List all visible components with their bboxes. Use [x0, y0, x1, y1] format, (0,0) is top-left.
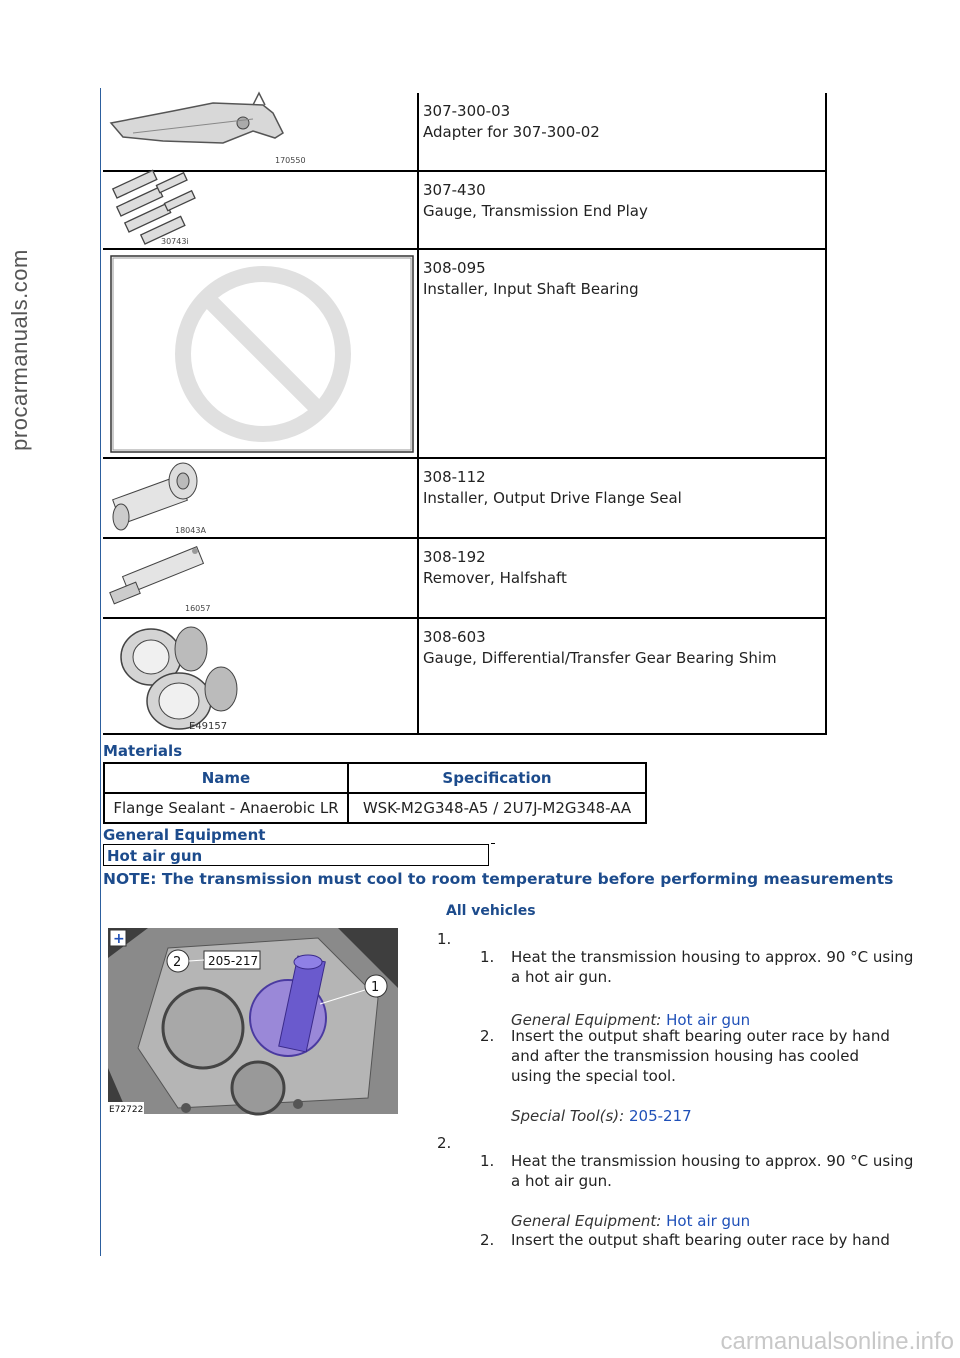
substep-line: Heat the transmission housing to approx. 90 °C using [511, 1152, 914, 1170]
tool-description [418, 618, 826, 734]
tool-name: Gauge, Differential/Transfer Gear Bearing Shim [423, 649, 777, 667]
tool-code: 308-112 [423, 468, 486, 486]
materials-table [103, 762, 647, 824]
side-watermark: procarmanuals.com [7, 249, 32, 451]
special-tools-table [103, 93, 827, 735]
tool-description [418, 171, 826, 249]
substep-line: and after the transmission housing has cooled [511, 1047, 859, 1065]
materials-heading: Materials [103, 742, 183, 760]
tool-row [103, 458, 826, 538]
material-specification: WSK-M2G348-A5 / 2U7J-M2G348-AA [348, 793, 646, 823]
column-header-name: Name [104, 763, 348, 793]
footer-watermark: carmanualsonline.info [720, 1328, 954, 1355]
procedure-photo [108, 928, 398, 1114]
section-heading: All vehicles [446, 903, 536, 919]
substep-number: 2. [480, 1027, 495, 1045]
tool-code: 308-603 [423, 628, 486, 646]
tool-image-cell [103, 93, 418, 171]
material-name: Flange Sealant - Anaerobic LR [104, 793, 348, 823]
tool-name: Adapter for 307-300-02 [423, 123, 600, 141]
callout-2: 2 [173, 955, 182, 970]
tool-row [103, 171, 826, 249]
special-tool-link[interactable]: 205-217 [629, 1107, 692, 1125]
substep-line: a hot air gun. [511, 1172, 612, 1190]
step-number: 2. [437, 1134, 452, 1152]
list-item [480, 1151, 914, 1191]
substep-line: Heat the transmission housing to approx. 90 °C using [511, 948, 914, 966]
substep-number: 1. [480, 1152, 495, 1170]
substep-line: using the special tool. [511, 1067, 676, 1085]
hot-air-gun-link[interactable]: Hot air gun [666, 1212, 751, 1230]
tool-image-cell [103, 538, 418, 618]
tool-code: 307-300-03 [423, 102, 511, 120]
materials-header-row [104, 763, 646, 793]
tool-description [418, 538, 826, 618]
tool-row [103, 249, 826, 458]
figure-label: E72722 [109, 1105, 144, 1115]
column-header-specification: Specification [348, 763, 646, 793]
figure-label: E49157 [189, 721, 228, 732]
general-equipment-heading: General Equipment [103, 826, 266, 844]
bearing-shim-gauge-illustration [103, 619, 417, 733]
installer-tool-illustration [103, 459, 417, 537]
substep-line: a hot air gun. [511, 968, 612, 986]
tool-name: Gauge, Transmission End Play [423, 202, 648, 220]
special-tool-reference [511, 1107, 692, 1125]
adapter-tool-illustration [103, 93, 417, 170]
remover-tool-illustration [103, 539, 417, 617]
substep-line: Insert the output shaft bearing outer race by hand [511, 1231, 890, 1249]
svg-text:+: + [113, 931, 125, 947]
callout-1: 1 [371, 980, 380, 995]
list-item [480, 947, 914, 987]
tool-description [418, 458, 826, 538]
substep-number: 2. [480, 1231, 495, 1249]
figure-label: 18043A [175, 526, 206, 535]
image-unavailable-placeholder [103, 250, 417, 457]
equipment-box-edge [491, 843, 495, 844]
gauge-set-illustration [103, 172, 417, 248]
tool-image-cell [103, 249, 418, 458]
tool-row [103, 618, 826, 734]
tool-row [103, 538, 826, 618]
tool-name: Installer, Output Drive Flange Seal [423, 489, 682, 507]
equipment-reference [511, 1212, 750, 1230]
reference-label: General Equipment: [511, 1212, 662, 1230]
note-text: NOTE: The transmission must cool to room temperature before performing measurements [103, 870, 894, 888]
tool-image-cell [103, 618, 418, 734]
table-row [104, 793, 646, 823]
equipment-item: Hot air gun [103, 844, 489, 866]
tool-image-cell [103, 171, 418, 249]
tool-description [418, 93, 826, 171]
substep-number: 1. [480, 948, 495, 966]
tool-code: 308-192 [423, 548, 486, 566]
figure-label: 16057 [185, 604, 211, 613]
page-left-rule [100, 88, 101, 1256]
figure-label: 170550 [275, 156, 306, 165]
tool-row [103, 93, 826, 171]
tool-image-cell [103, 458, 418, 538]
callout-tool-ref: 205-217 [208, 954, 259, 968]
tool-name: Installer, Input Shaft Bearing [423, 280, 639, 298]
reference-label: Special Tool(s): [511, 1107, 625, 1125]
tool-code: 308-095 [423, 259, 486, 277]
reference-label: General Equipment: [511, 1011, 662, 1029]
tool-code: 307-430 [423, 181, 486, 199]
list-item [480, 1230, 890, 1250]
tool-name: Remover, Halfshaft [423, 569, 567, 587]
figure-label: 30743i [161, 237, 189, 246]
substep-line: Insert the output shaft bearing outer race by hand [511, 1027, 890, 1045]
hot-air-gun-link[interactable]: Hot air gun [666, 1011, 751, 1029]
list-item [480, 1026, 890, 1086]
step-number: 1. [437, 930, 452, 948]
tool-description [418, 249, 826, 458]
